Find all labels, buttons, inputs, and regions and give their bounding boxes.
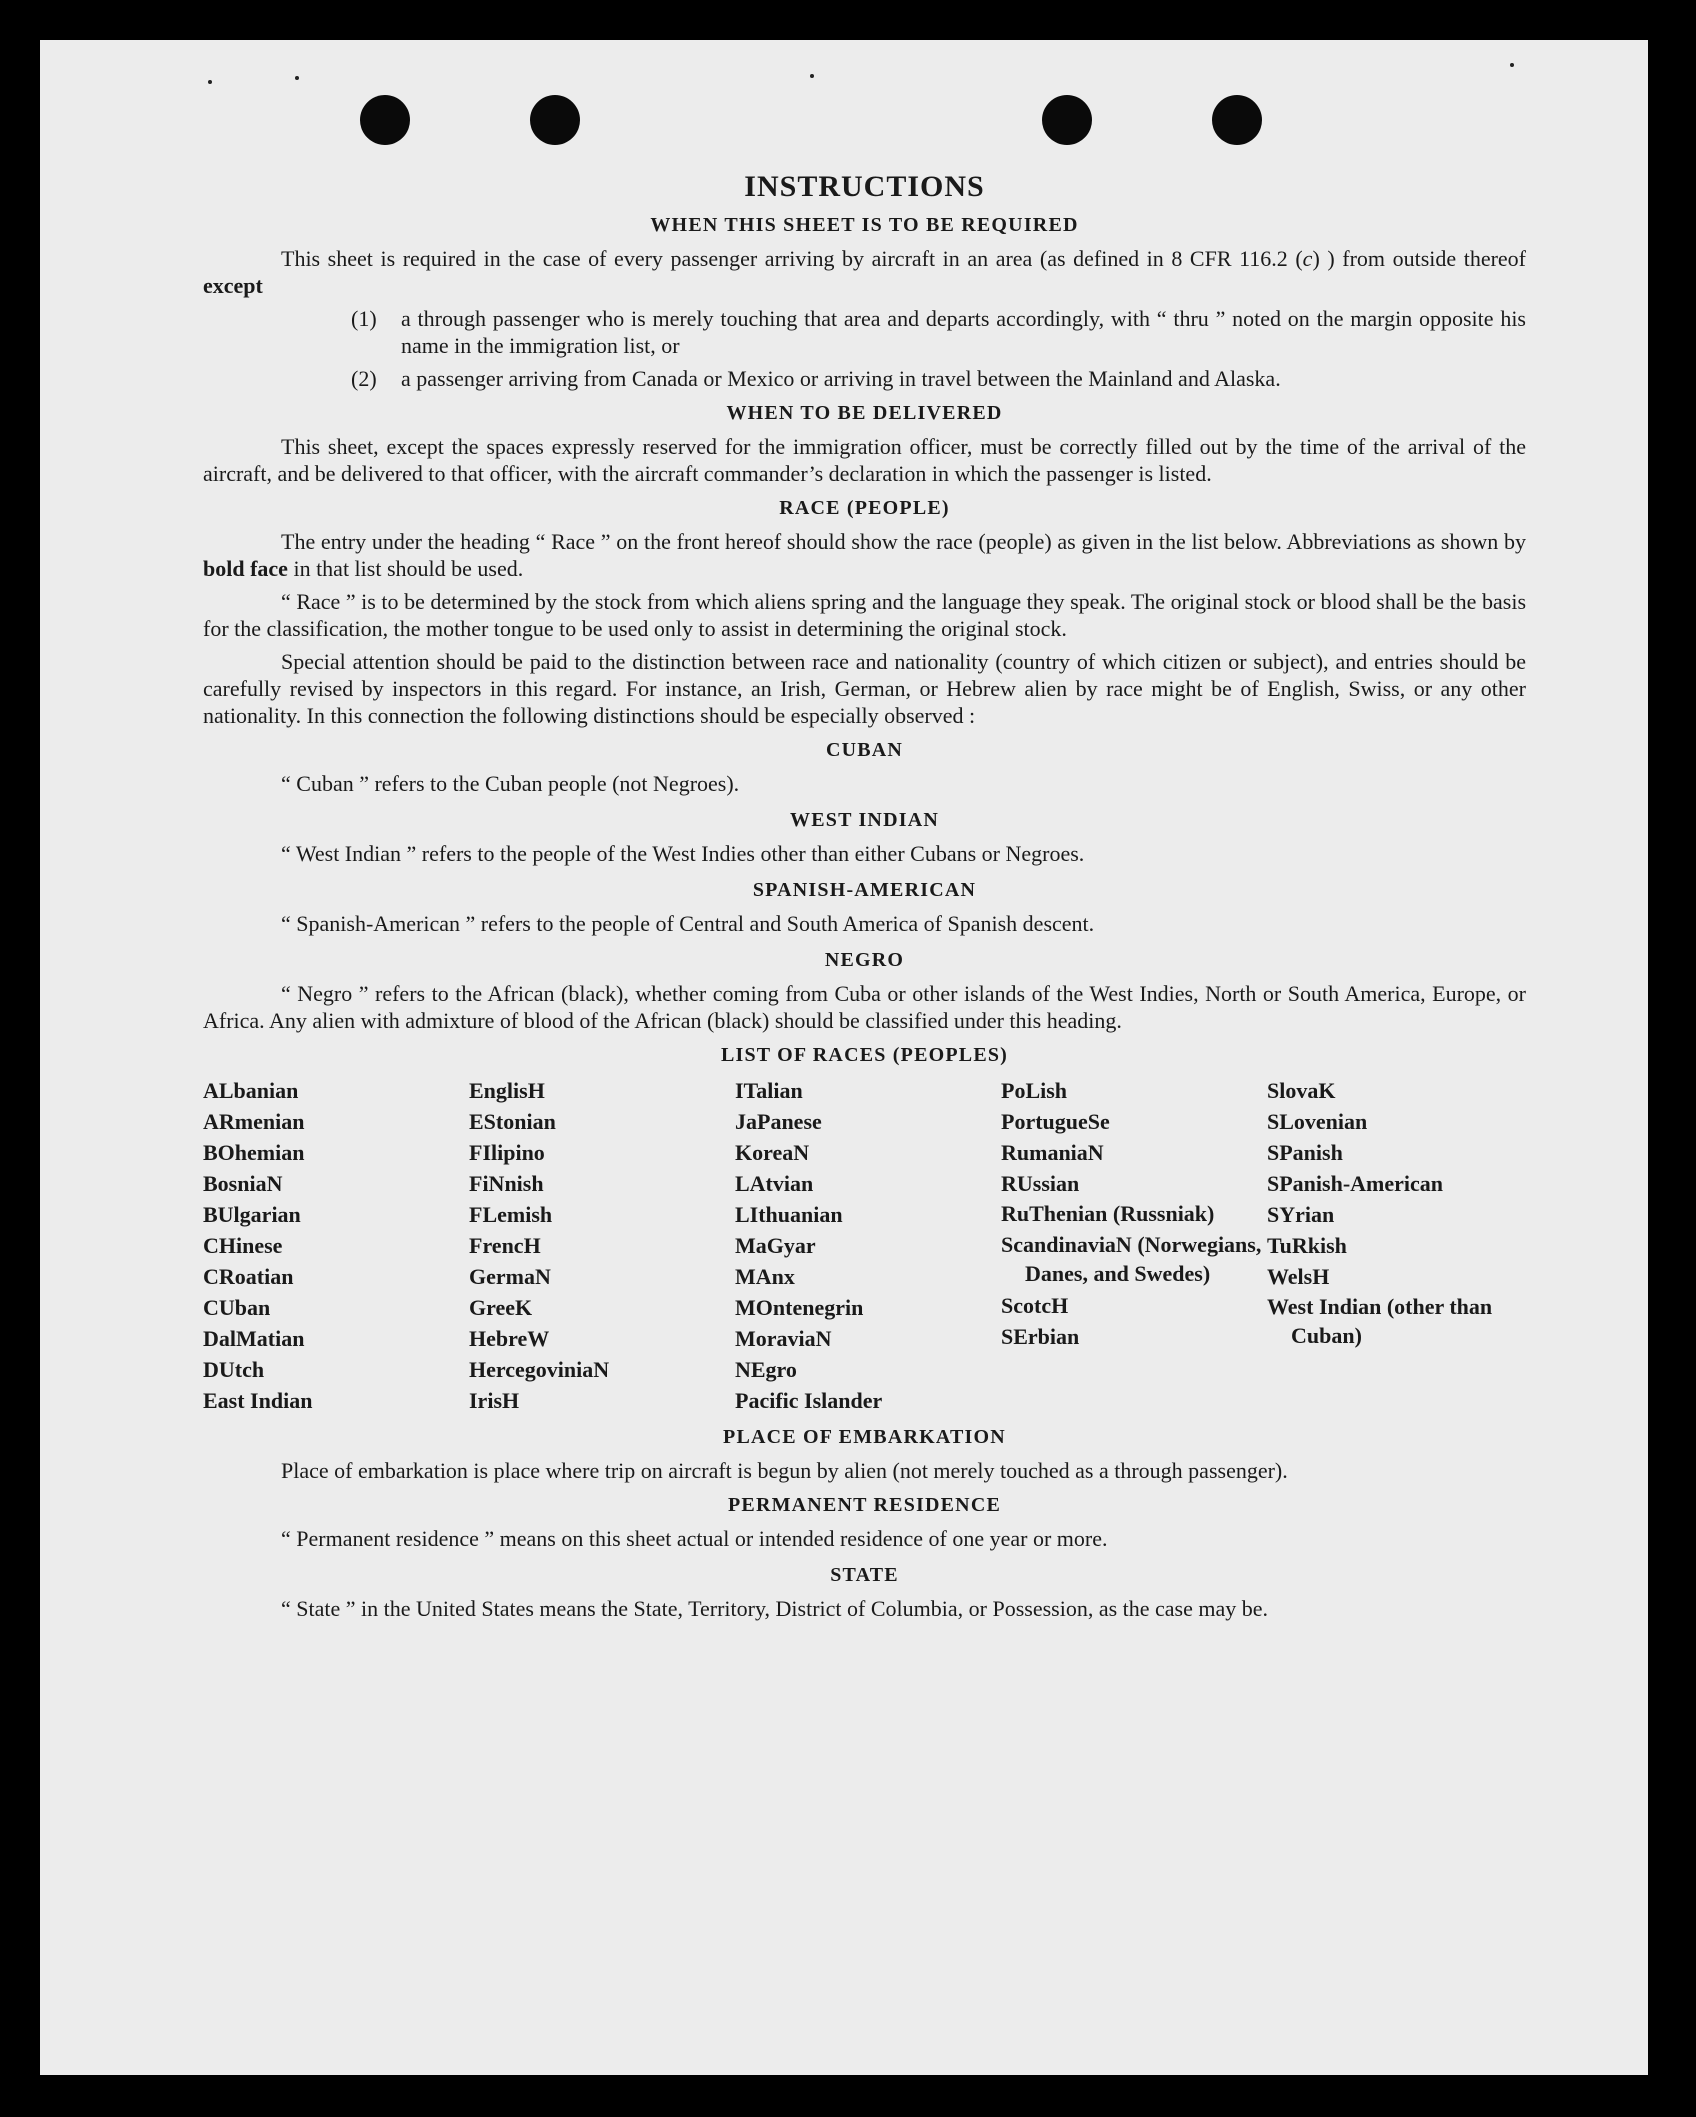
page-title: INSTRUCTIONS (744, 170, 985, 203)
race-item: SLovenian (1267, 1109, 1368, 1134)
race-column (469, 1075, 735, 1416)
paragraph: Place of embarkation is place where trip on aircraft is begun by alien (not merely touched as a through passenger). (281, 1458, 1288, 1483)
race-item: ITalian (735, 1078, 803, 1103)
race-item: FrencH (469, 1233, 541, 1258)
section-heading: PLACE OF EMBARKATION (723, 1426, 1006, 1448)
paragraph: “ West Indian ” refers to the people of the West Indies other than either Cubans or Negroes. (281, 841, 1085, 866)
section-heading: LIST OF RACES (PEOPLES) (720, 1044, 1009, 1066)
race-item: ALbanian (203, 1078, 299, 1103)
race-item: SYrian (1267, 1202, 1335, 1227)
race-item: ARmenian (203, 1109, 305, 1134)
document-sheet (40, 40, 1648, 2075)
race-item: RumaniaN (1001, 1140, 1104, 1165)
race-item: PoLish (1001, 1078, 1068, 1103)
race-item: EnglisH (469, 1078, 545, 1103)
race-item: West Indian (other than Cuban) (1267, 1294, 1493, 1348)
speck (208, 80, 212, 84)
speck (295, 76, 299, 80)
race-item: MOntenegrin (735, 1295, 864, 1320)
paragraph: Special attention should be paid to the distinction between race and nationality (country of which citizen or subject), and entries should be carefully revised by inspectors in this regard. For instance, an Irish, German, or Hebrew alien by race might be of English, Swiss, or any other nationality. In this connection the following distinctions should be especially observed : (203, 649, 1526, 728)
race-item: FIlipino (469, 1140, 545, 1165)
race-item: Pacific Islander (735, 1388, 883, 1413)
race-item: CHinese (203, 1233, 283, 1258)
race-item: ScandinaviaN (Norwegians, Danes, and Swedes) (1001, 1232, 1262, 1286)
race-item: MAnx (735, 1264, 795, 1289)
race-item: WelsH (1267, 1264, 1330, 1289)
race-item: DUtch (203, 1357, 265, 1382)
punch-hole (530, 95, 580, 145)
speck (810, 74, 814, 78)
race-item: ScotcH (1001, 1293, 1069, 1318)
paragraph: “ Spanish-American ” refers to the people of Central and South America of Spanish descent. (281, 911, 1095, 936)
race-item: SlovaK (1267, 1078, 1336, 1103)
paragraph: “ Permanent residence ” means on this sheet actual or intended residence of one year or more. (281, 1526, 1108, 1551)
race-item: SErbian (1001, 1324, 1080, 1349)
race-item: JaPanese (735, 1109, 822, 1134)
race-item: East Indian (203, 1388, 313, 1413)
race-item: RUssian (1001, 1171, 1080, 1196)
race-item: LIthuanian (735, 1202, 843, 1227)
paragraph: The entry under the heading “ Race ” on the front hereof should show the race (people) as given in the list below. Abbreviations as shown by bold face in that list should be used. (203, 529, 1526, 581)
race-item: MoraviaN (735, 1326, 832, 1351)
instructions-content (203, 170, 1526, 1628)
race-item: EStonian (469, 1109, 556, 1134)
list-item: (2) a passenger arriving from Canada or Mexico or arriving in travel between the Mainland and Alaska. (351, 366, 1281, 391)
race-item: HercegoviniaN (469, 1357, 610, 1382)
race-column (203, 1075, 469, 1416)
race-column (1001, 1075, 1267, 1416)
race-item: KoreaN (735, 1140, 810, 1165)
section-heading: SPANISH-AMERICAN (752, 879, 977, 901)
race-column (1267, 1075, 1526, 1416)
race-item: RuThenian (Russniak) (1001, 1201, 1215, 1226)
paragraph: “ Cuban ” refers to the Cuban people (not Negroes). (281, 771, 740, 796)
race-item: GermaN (469, 1264, 551, 1289)
races-list (203, 1075, 1526, 1416)
race-item: MaGyar (735, 1233, 816, 1258)
race-item: DalMatian (203, 1326, 305, 1351)
punch-hole (1042, 95, 1092, 145)
race-item: FLemish (469, 1202, 553, 1227)
race-item: BosniaN (203, 1171, 283, 1196)
race-item: CUban (203, 1295, 271, 1320)
punch-hole (360, 95, 410, 145)
paragraph: “ State ” in the United States means the State, Territory, District of Columbia, or Possession, as the case may be. (281, 1596, 1269, 1621)
when-required-intro: This sheet is required in the case of every passenger arriving by aircraft in an area (as defined in 8 CFR 116.2 (c) ) from outside thereof except (203, 246, 1526, 298)
punch-hole (1212, 95, 1262, 145)
race-item: BOhemian (203, 1140, 305, 1165)
speck (1510, 63, 1514, 67)
race-item: FiNnish (469, 1171, 544, 1196)
race-item: HebreW (469, 1326, 550, 1351)
list-item: (1) a through passenger who is merely touching that area and departs accordingly, with “ thru ” noted on the margin opposite his name in the immigration list, or (351, 306, 1526, 358)
race-item: NEgro (735, 1357, 797, 1382)
race-item: CRoatian (203, 1264, 294, 1289)
section-heading: CUBAN (825, 739, 904, 761)
race-item: SPanish (1267, 1140, 1343, 1165)
race-item: GreeK (469, 1295, 533, 1320)
paragraph: “ Race ” is to be determined by the stock from which aliens spring and the language they speak. The original stock or blood shall be the basis for the classification, the mother tongue to be used only to assist in determining the original stock. (203, 589, 1526, 641)
section-heading: WEST INDIAN (790, 809, 939, 831)
paragraph: “ Negro ” refers to the African (black), whether coming from Cuba or other islands of the West Indies, North or South America, Europe, or Africa. Any alien with admixture of blood of the African (black) should be classified under this heading. (203, 981, 1526, 1033)
section-heading: STATE (830, 1564, 899, 1586)
race-item: BUlgarian (203, 1202, 301, 1227)
section-heading: WHEN THIS SHEET IS TO BE REQUIRED (650, 214, 1079, 236)
paragraph: This sheet, except the spaces expressly reserved for the immigration officer, must be correctly filled out by the time of the arrival of the aircraft, and be delivered to that officer, with the aircraft commander’s declaration in which the passenger is listed. (203, 434, 1526, 486)
race-item: SPanish-American (1267, 1171, 1443, 1196)
race-column (735, 1075, 1001, 1416)
section-heading: RACE (PEOPLE) (779, 497, 950, 519)
section-heading: NEGRO (824, 949, 905, 971)
race-item: TuRkish (1267, 1233, 1347, 1258)
race-item: LAtvian (735, 1171, 814, 1196)
race-item: IrisH (469, 1388, 520, 1413)
race-item: PortugueSe (1001, 1109, 1110, 1134)
section-heading: PERMANENT RESIDENCE (727, 1494, 1002, 1516)
section-heading: WHEN TO BE DELIVERED (726, 402, 1003, 424)
